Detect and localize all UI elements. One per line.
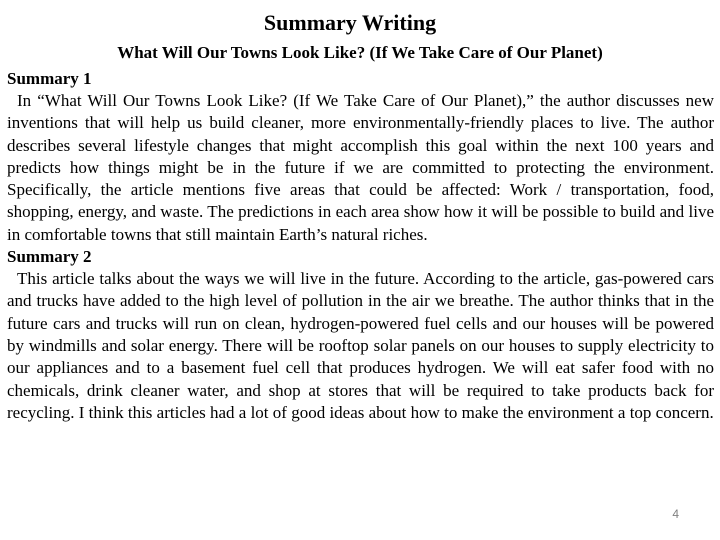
article-title: What Will Our Towns Look Like? (If We Take Care of Our Planet) (117, 43, 603, 62)
page-title: Summary Writing (263, 10, 437, 35)
summary-1-heading: Summary 1 (7, 69, 92, 88)
summary-content (7, 68, 714, 424)
page-number: 4 (672, 507, 679, 521)
summary-2-heading: Summary 2 (7, 247, 92, 267)
summary-1-text: In “What Will Our Towns Look Like? (If We Take Care of Our Planet),” the author discusses new inventions that will help us build cleaner, more environmentally-friendly places to live. The author describes several lifestyle changes that might accomplish this goal within the next 100 years and predicts how things might be in the future if we are committed to protecting the environment. Specifically, the article mentions five areas that could be affected: Work / transportation, food, shopping, energy, and waste. The predictions in each area show how it will be possible to build and live in comfortable towns that still maintain Earth’s natural riches. (7, 91, 714, 244)
summary-2-text: This article talks about the ways we will live in the future. According to the article, gas-powered cars and trucks have added to the high level of pollution in the air we breathe. The author thinks that in the future cars and trucks will run on clean, hydrogen-powered fuel cells and our houses will be powered by windmills and solar energy. There will be rooftop solar panels on our houses to supply electricity to our appliances and to a basement fuel cell that produces hydrogen. We will eat safer food with no chemicals, drink cleaner water, and shop at stores that will be required to take products back for recycling. I think this articles had a lot of good ideas about how to make the environment a top concern. (7, 269, 714, 422)
